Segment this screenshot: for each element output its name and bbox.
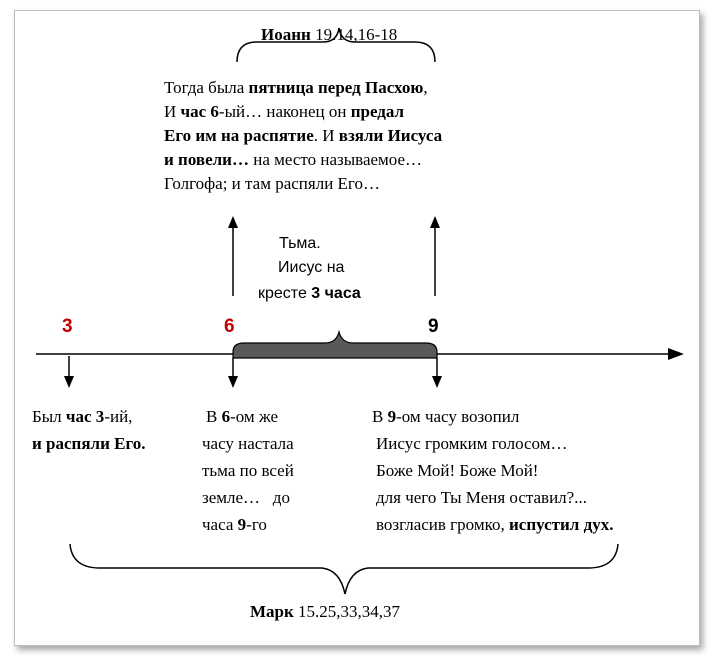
darkness-line-1: Тьма. (279, 235, 321, 252)
bottom-brace (70, 544, 618, 594)
col3-line-3: Боже Мой! Боже Мой! (376, 461, 539, 480)
col2-line-2: часу настала (202, 434, 294, 453)
john-text-line-2: И час 6-ый… наконец он предал (164, 102, 405, 121)
john-text-line-4: и повели… на место называемое… (164, 150, 423, 169)
tick-label-3: 3 (62, 316, 73, 337)
darkness-brace (233, 332, 437, 358)
john-text-line-5: Голгофа; и там распяли Его… (164, 174, 380, 193)
mark-reference: Марк 15.25,33,34,37 (250, 602, 401, 621)
col2-line-3: тьма по всей (202, 461, 294, 480)
darkness-line-2: Иисус на (278, 259, 345, 276)
john-text-line-3: Его им на распятие. И взяли Иисуса (164, 126, 443, 145)
col1-line-2: и распяли Его. (32, 434, 146, 453)
john-reference: Иоанн 19.14,16-18 (261, 25, 398, 44)
timeline-arrowhead (668, 348, 684, 360)
col3-line-4: для чего Ты Меня оставил?... (376, 488, 587, 507)
col2-line-4: земле… до (202, 488, 290, 507)
tick-label-6: 6 (224, 316, 235, 337)
col2-line-5: часа 9-го (202, 515, 267, 534)
col2-line-1: В 6-ом же (206, 407, 279, 426)
col3-line-2: Иисус громким голосом… (376, 434, 568, 453)
john-text-line-1: Тогда была пятница перед Пасхою, (164, 78, 428, 97)
col3-line-1: В 9-ом часу возопил (372, 407, 520, 426)
col1-line-1: Был час 3-ий, (32, 407, 133, 426)
tick-label-9: 9 (428, 316, 439, 337)
darkness-line-3: кресте 3 часа (258, 285, 361, 302)
col3-line-5: возгласив громко, испустил дух. (376, 515, 614, 534)
